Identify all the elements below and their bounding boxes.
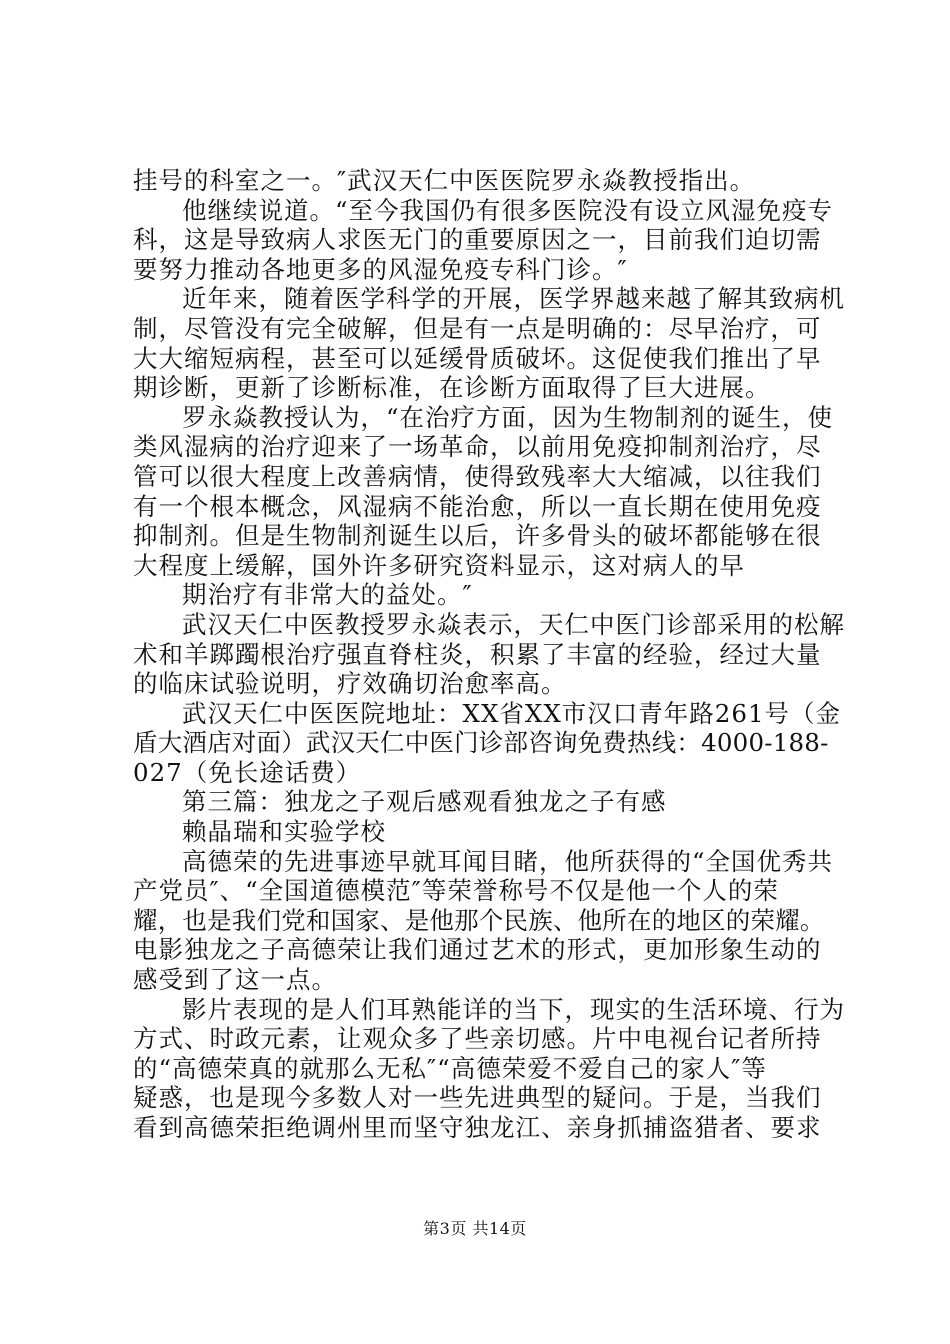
text-line: 看到高德荣拒绝调州里而坚守独龙江、亲身抓捕盗猎者、要求 bbox=[133, 1113, 822, 1142]
text-line: 产党员″、“全国道德模范″等荣誉称号不仅是他一个人的荣 bbox=[133, 876, 779, 906]
author-line: 赖晶瑞和实验学校 bbox=[182, 817, 386, 847]
text-line: 疑惑，也是现今多数人对一些先进典型的疑问。于是，当我们 bbox=[133, 1083, 822, 1113]
section-heading: 第三篇：独龙之子观后感观看独龙之子有感 bbox=[182, 787, 667, 817]
text-line: 科，这是导致病人求医无门的重要原因之一，目前我们迫切需 bbox=[133, 225, 822, 255]
text-line: 他继续说道。“至今我国仍有很多医院没有设立风湿免疫专 bbox=[182, 195, 834, 225]
text-line: 期诊断，更新了诊断标准，在诊断方面取得了巨大进展。 bbox=[133, 373, 771, 403]
page-number-footer: 第3页 共14页 bbox=[423, 1219, 527, 1238]
text-line: 制，尽管没有完全破解，但是有一点是明确的：尽早治疗，可 bbox=[133, 313, 822, 343]
text-line: 有一个根本概念，风湿病不能治愈，所以一直长期在使用免疫 bbox=[133, 491, 822, 521]
text-line: 罗永焱教授认为，“在治疗方面，因为生物制剂的诞生，使 bbox=[182, 402, 834, 432]
text-line: 影片表现的是人们耳熟能详的当下，现实的生活环境、行为 bbox=[182, 994, 845, 1024]
text-line: 027（免长途话费） bbox=[133, 757, 362, 787]
text-line: 高德荣的先进事迹早就耳闻目睹，他所获得的“全国优秀共 bbox=[182, 846, 834, 876]
text-line: 大程度上缓解，国外许多研究资料显示，这对病人的早 bbox=[133, 550, 745, 580]
text-line: 的“高德荣真的就那么无私″“高德荣爱不爱自己的家人″等 bbox=[133, 1053, 767, 1083]
document-body bbox=[133, 166, 845, 1143]
text-line: 盾大酒店对面）武汉天仁中医门诊部咨询免费热线：4000-188- bbox=[133, 728, 829, 758]
text-line: 方式、时政元素，让观众多了些亲切感。片中电视台记者所持 bbox=[133, 1024, 822, 1054]
text-line: 耀，也是我们党和国家、是他那个民族、他所在的地区的荣耀。 bbox=[133, 905, 825, 935]
text-line: 挂号的科室之一。″武汉天仁中医医院罗永焱教授指出。 bbox=[133, 166, 756, 195]
text-line: 电影独龙之子高德荣让我们通过艺术的形式，更加形象生动的 bbox=[133, 935, 822, 965]
text-line: 近年来，随着医学科学的开展，医学界越来越了解其致病机 bbox=[182, 284, 845, 314]
text-line: 大大缩短病程，甚至可以延缓骨质破坏。这促使我们推出了早 bbox=[133, 343, 822, 373]
text-line: 期治疗有非常大的益处。″ bbox=[182, 580, 473, 610]
text-line: 管可以很大程度上改善病情，使得致残率大大缩减，以往我们 bbox=[133, 461, 822, 491]
text-line: 要努力推动各地更多的风湿免疫专科门诊。″ bbox=[133, 254, 628, 284]
text-line: 抑制剂。但是生物制剂诞生以后，许多骨头的破坏都能够在很 bbox=[133, 521, 822, 551]
text-line: 术和羊踯躅根治疗强直脊柱炎，积累了丰富的经验，经过大量 bbox=[133, 639, 822, 669]
text-line: 的临床试验说明，疗效确切治愈率高。 bbox=[133, 669, 567, 699]
text-line: 感受到了这一点。 bbox=[133, 965, 337, 995]
text-line: 类风湿病的治疗迎来了一场革命，以前用免疫抑制剂治疗，尽 bbox=[133, 432, 822, 462]
text-line: 武汉天仁中医医院地址：XX省XX市汉口青年路261号（金 bbox=[182, 698, 842, 728]
text-line: 武汉天仁中医教授罗永焱表示，天仁中医门诊部采用的松解 bbox=[182, 609, 845, 639]
